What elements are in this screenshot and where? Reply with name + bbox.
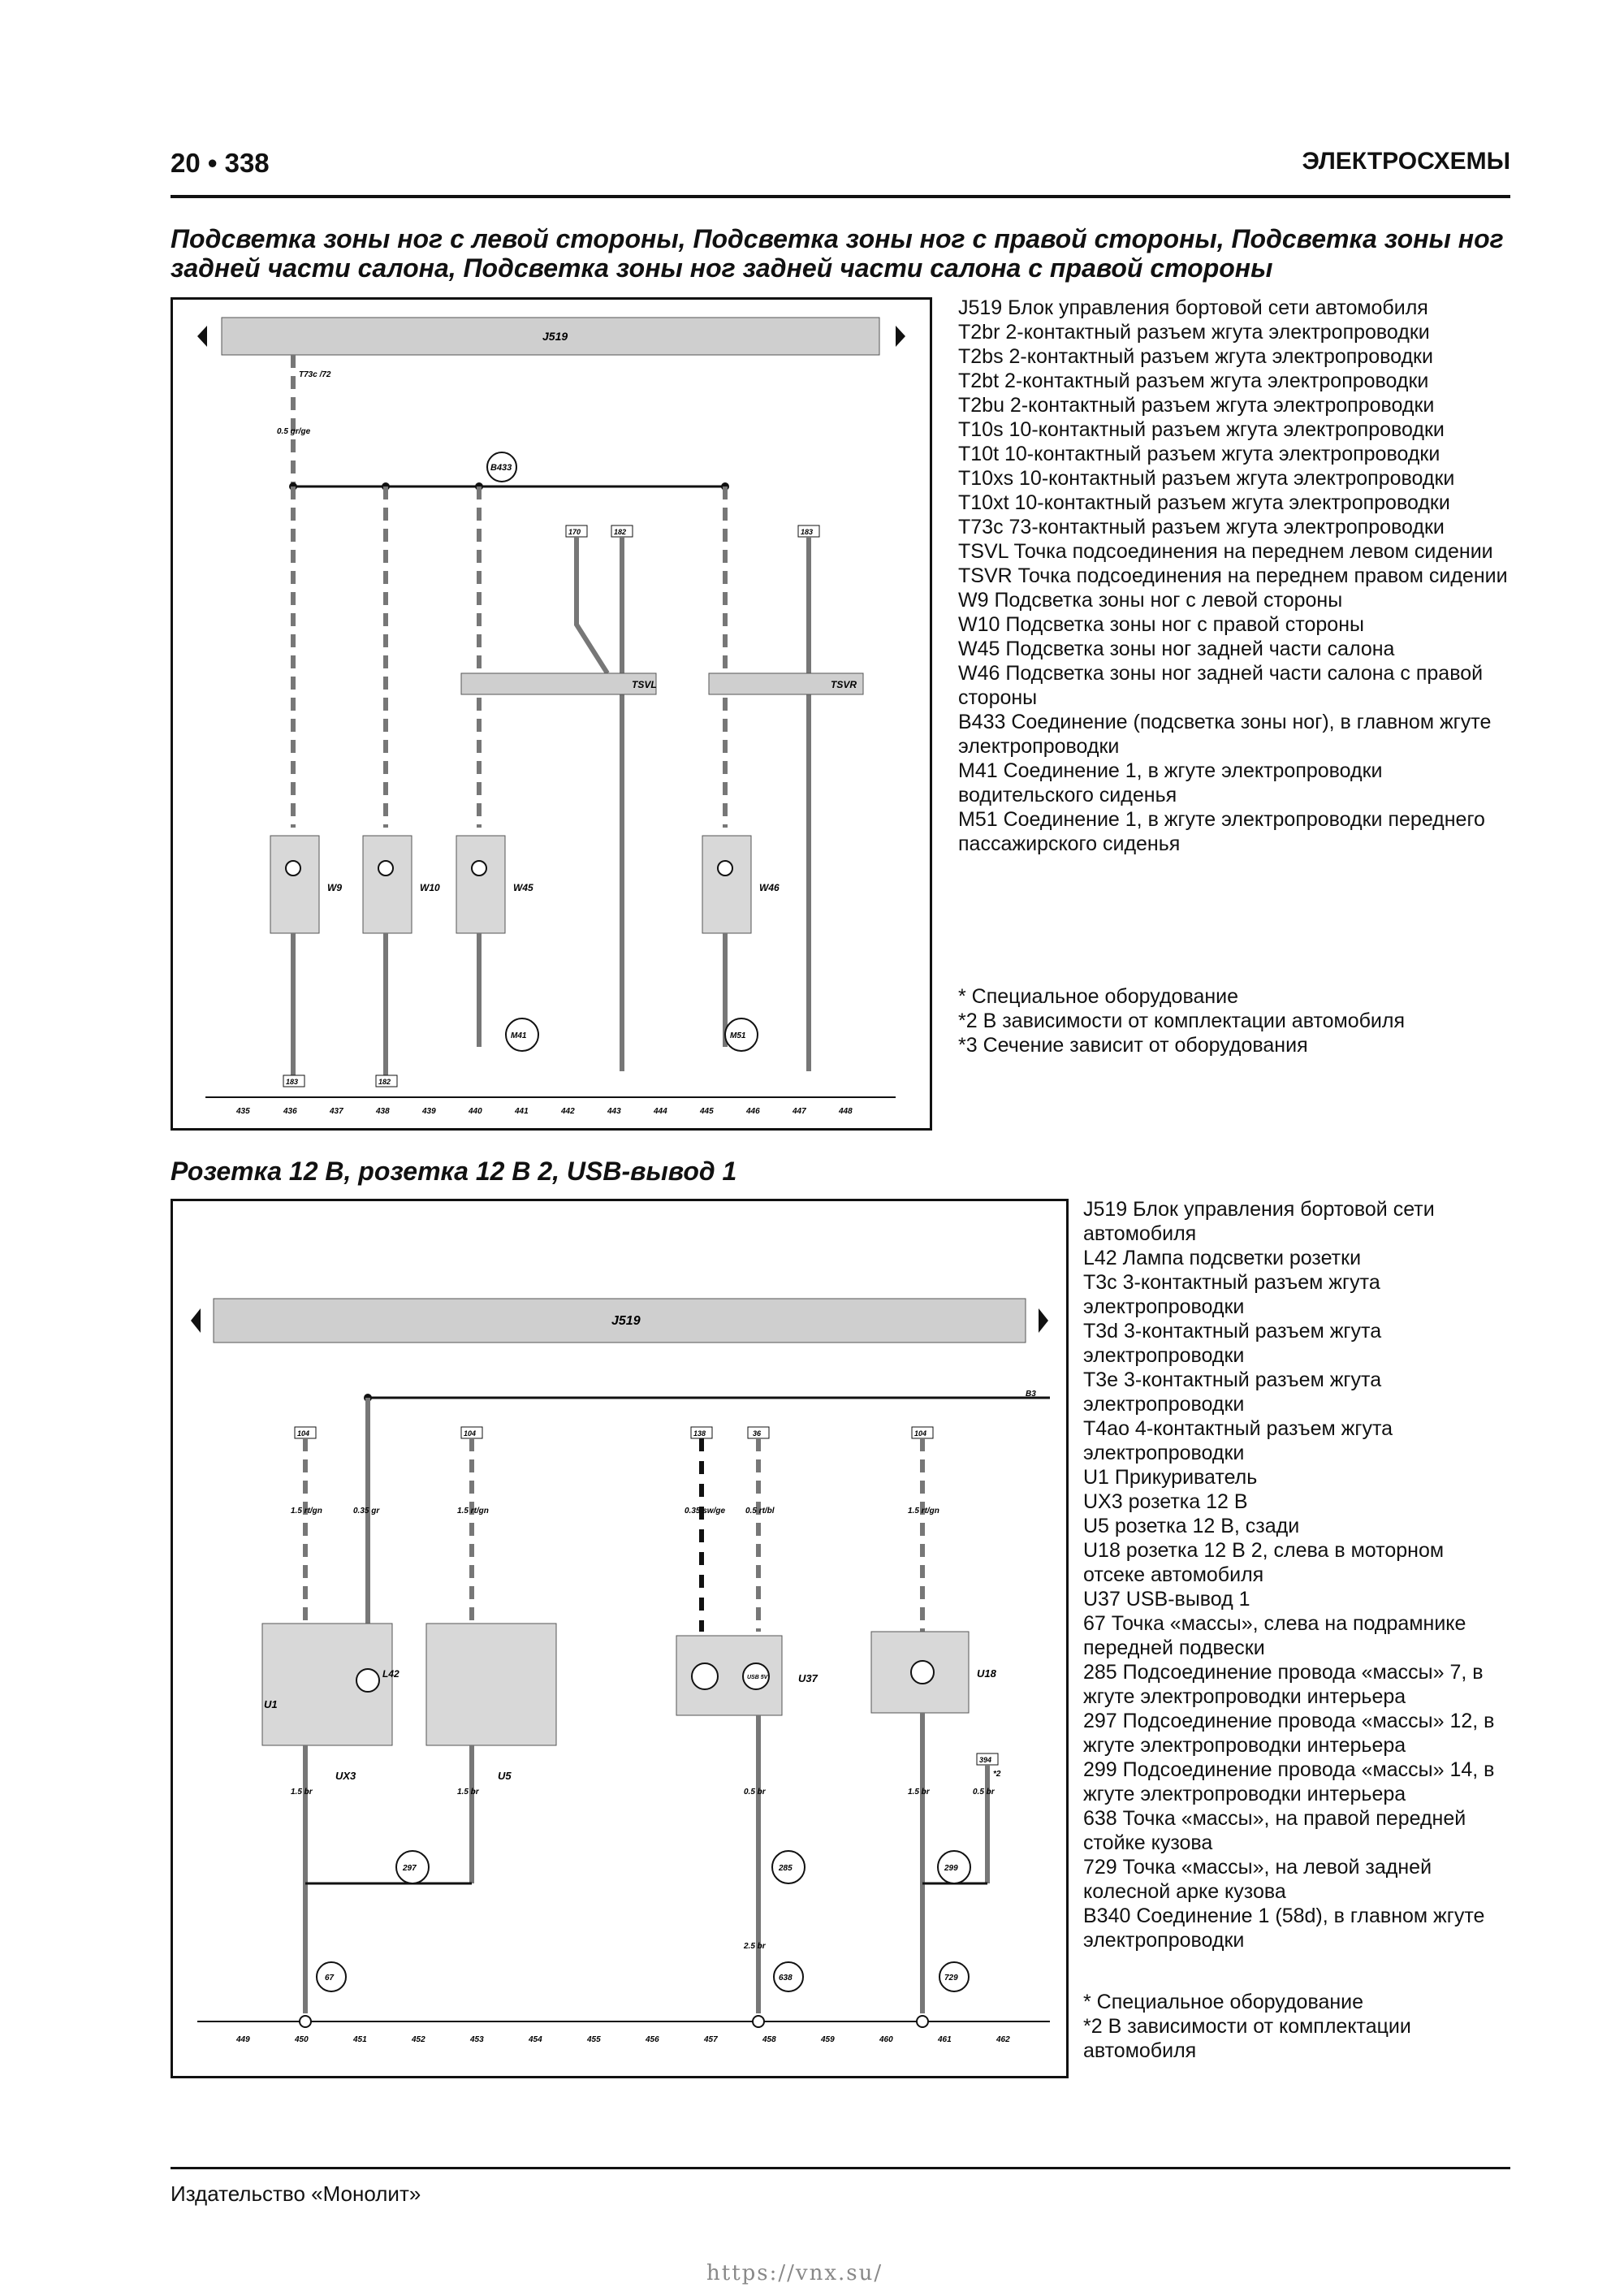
notes-footwell <box>958 984 1510 1057</box>
legend-item: TSVL Точка подсоединения на переднем левом сидении <box>958 540 1493 563</box>
lamp-w9 <box>270 836 319 933</box>
svg-text:U5: U5 <box>498 1770 512 1782</box>
legend-item: T73c 73-контактный разъем жгута электропроводки <box>958 516 1445 538</box>
legend-item: T2br 2-контактный разъем жгута электропроводки <box>958 321 1430 344</box>
svg-text:451: 451 <box>353 2035 367 2044</box>
legend-item: M51 Соединение 1, в жгуте электропроводки переднего пассажирского сиденья <box>958 808 1485 855</box>
legend-item: 299 Подсоединение провода «массы» 14, в жгуте электропроводки интерьера <box>1083 1758 1495 1805</box>
right-arrow-icon-2 <box>1039 1308 1048 1333</box>
svg-text:638: 638 <box>779 1974 793 1983</box>
svg-text:1.5 br: 1.5 br <box>908 1788 930 1797</box>
legend-item: T10t 10-контактный разъем жгута электропроводки <box>958 443 1440 465</box>
section2-title: Розетка 12 В, розетка 12 В 2, USB-вывод 1 <box>171 1157 737 1186</box>
svg-text:285: 285 <box>779 1864 793 1873</box>
svg-text:453: 453 <box>470 2035 484 2044</box>
svg-text:1.5 rt/gn: 1.5 rt/gn <box>457 1507 489 1516</box>
svg-text:452: 452 <box>412 2035 425 2044</box>
svg-text:182: 182 <box>614 528 627 536</box>
svg-text:*2: *2 <box>993 1770 1001 1779</box>
note-item: * Специальное оборудование <box>958 985 1239 1008</box>
note-item: * Специальное оборудование <box>1083 1991 1364 2013</box>
svg-text:170: 170 <box>568 528 581 536</box>
svg-text:299: 299 <box>944 1864 958 1873</box>
legend-item: U37 USB-вывод 1 <box>1083 1588 1250 1611</box>
svg-text:1.5 br: 1.5 br <box>291 1788 313 1797</box>
svg-text:442: 442 <box>561 1107 575 1116</box>
notes-sockets <box>1083 1990 1510 2063</box>
page-number: 20 • 338 <box>171 148 270 178</box>
legend-item: 67 Точка «массы», слева на подрамнике передней подвески <box>1083 1612 1466 1659</box>
svg-text:449: 449 <box>236 2035 250 2044</box>
wiring-diagram-footwell <box>171 297 932 1131</box>
legend-item: 729 Точка «массы», на левой задней колесной арке кузова <box>1083 1856 1432 1903</box>
svg-text:M41: M41 <box>511 1031 527 1040</box>
j519-label-2: J519 <box>611 1314 641 1328</box>
svg-text:1.5 rt/gn: 1.5 rt/gn <box>908 1507 939 1516</box>
wire-top-label: 0.5 gr/ge <box>277 427 311 436</box>
legend-item: L42 Лампа подсветки розетки <box>1083 1247 1362 1269</box>
legend-item: T3e 3-контактный разъем жгута электропроводки <box>1083 1369 1382 1416</box>
footer-rule <box>171 2167 1510 2169</box>
legend-item: T2bs 2-контактный разъем жгута электропроводки <box>958 345 1433 368</box>
svg-text:456: 456 <box>646 2035 659 2044</box>
legend-item: B340 Соединение 1 (58d), в главном жгуте электропроводки <box>1083 1905 1485 1952</box>
page-header <box>171 148 1510 198</box>
svg-text:448: 448 <box>839 1107 853 1116</box>
note-item: *2 В зависимости от комплектации автомобиля <box>1083 2015 1411 2062</box>
w10-label: W10 <box>420 882 440 893</box>
svg-text:444: 444 <box>654 1107 667 1116</box>
svg-text:435: 435 <box>236 1107 250 1116</box>
legend-item: T3d 3-контактный разъем жгута электропроводки <box>1083 1320 1382 1367</box>
svg-text:462: 462 <box>996 2035 1010 2044</box>
legend-item: W9 Подсветка зоны ног с левой стороны <box>958 589 1343 612</box>
lamp-w45 <box>456 836 505 933</box>
svg-text:0.5 rt/bl: 0.5 rt/bl <box>745 1507 775 1516</box>
svg-text:439: 439 <box>422 1107 436 1116</box>
svg-text:440: 440 <box>469 1107 482 1116</box>
legend-item: W46 Подсветка зоны ног задней части салона с правой стороны <box>958 662 1484 709</box>
legend-item: T3c 3-контактный разъем жгута электропроводки <box>1083 1271 1380 1318</box>
left-arrow-icon <box>197 326 207 347</box>
legend-item: W10 Подсветка зоны ног с правой стороны <box>958 613 1364 636</box>
svg-text:0.35 gr: 0.35 gr <box>353 1507 380 1516</box>
svg-text:B3: B3 <box>1026 1390 1036 1399</box>
legend-item: U18 розетка 12 В 2, слева в моторном отсеке автомобиля <box>1083 1539 1445 1586</box>
device-u5 <box>426 1624 556 1745</box>
svg-text:457: 457 <box>704 2035 718 2044</box>
legend-item: J519 Блок управления бортовой сети автомобиля <box>1083 1198 1435 1245</box>
svg-text:297: 297 <box>403 1864 417 1873</box>
svg-text:138: 138 <box>693 1429 706 1438</box>
legend-item: T10xt 10-контактный разъем жгута электропроводки <box>958 491 1450 514</box>
right-arrow-icon <box>896 326 905 347</box>
svg-text:460: 460 <box>879 2035 893 2044</box>
w46-label: W46 <box>759 882 780 893</box>
svg-text:441: 441 <box>515 1107 529 1116</box>
svg-text:104: 104 <box>914 1429 927 1438</box>
svg-text:445: 445 <box>700 1107 714 1116</box>
svg-text:438: 438 <box>376 1107 390 1116</box>
svg-text:U18: U18 <box>977 1667 996 1680</box>
svg-text:36: 36 <box>753 1429 762 1438</box>
w9-label: W9 <box>327 882 342 893</box>
legend-item: 297 Подсоединение провода «массы» 12, в жгуте электропроводки интерьера <box>1083 1710 1495 1757</box>
svg-text:0.35 sw/ge: 0.35 sw/ge <box>685 1507 726 1516</box>
note-item: *3 Сечение зависит от оборудования <box>958 1034 1308 1057</box>
svg-text:455: 455 <box>587 2035 601 2044</box>
svg-text:L42: L42 <box>382 1668 400 1680</box>
b433-label: B433 <box>490 463 512 473</box>
wiring-diagram-sockets <box>171 1199 1069 2078</box>
svg-text:0.5 br: 0.5 br <box>973 1788 995 1797</box>
svg-text:461: 461 <box>938 2035 952 2044</box>
note-item: *2 В зависимости от комплектации автомобиля <box>958 1010 1406 1032</box>
svg-text:U1: U1 <box>264 1698 278 1710</box>
svg-text:104: 104 <box>464 1429 477 1438</box>
lamp-w46 <box>702 836 751 933</box>
legend-item: M41 Соединение 1, в жгуте электропроводки водительского сиденья <box>958 759 1383 806</box>
svg-text:2.5 br: 2.5 br <box>744 1942 766 1951</box>
lamp-w10 <box>363 836 412 933</box>
footer-publisher: Издательство «Монолит» <box>171 2181 421 2206</box>
legend-item: B433 Соединение (подсветка зоны ног), в главном жгуте электропроводки <box>958 711 1492 758</box>
svg-text:0.5 br: 0.5 br <box>744 1788 766 1797</box>
left-arrow-icon-2 <box>191 1308 201 1333</box>
legend-item: 638 Точка «массы», на правой передней стойке кузова <box>1083 1807 1466 1854</box>
scale-sockets <box>235 2035 1010 2044</box>
svg-text:1.5 br: 1.5 br <box>457 1788 479 1797</box>
svg-text:USB 5V: USB 5V <box>747 1675 768 1680</box>
legend-item: J519 Блок управления бортовой сети автомобиля <box>958 296 1428 319</box>
svg-text:UX3: UX3 <box>335 1770 356 1782</box>
svg-text:182: 182 <box>378 1078 391 1086</box>
t73c-label: T73c /72 <box>299 370 331 379</box>
svg-text:450: 450 <box>295 2035 309 2044</box>
wiring-diagram-sockets-svg <box>173 1201 1066 2076</box>
svg-text:454: 454 <box>529 2035 542 2044</box>
j519-label: J519 <box>542 330 568 343</box>
svg-text:183: 183 <box>286 1078 299 1086</box>
legend-item: U1 Прикуриватель <box>1083 1466 1258 1489</box>
svg-text:447: 447 <box>793 1107 806 1116</box>
svg-text:104: 104 <box>297 1429 310 1438</box>
svg-text:729: 729 <box>944 1974 958 1983</box>
section1-title: Подсветка зоны ног с левой стороны, Подсветка зоны ног с правой стороны, Подсветка зоны ног задней части салона, Подсветка зоны ног задней части салона с правой стороны <box>171 224 1504 283</box>
legend-item: T2bt 2-контактный разъем жгута электропроводки <box>958 370 1429 392</box>
svg-text:459: 459 <box>821 2035 835 2044</box>
legend-item: UX3 розетка 12 В <box>1083 1490 1248 1513</box>
svg-text:67: 67 <box>325 1974 335 1983</box>
legend-item: T2bu 2-контактный разъем жгута электропроводки <box>958 394 1435 417</box>
legend-footwell <box>958 296 1510 856</box>
wiring-diagram-footwell-svg <box>173 300 930 1128</box>
scale-footwell <box>235 1107 853 1116</box>
ground-points <box>317 1851 970 1991</box>
watermark-url: https://vnx.su/ <box>706 2261 883 2285</box>
svg-text:U37: U37 <box>798 1672 818 1684</box>
svg-text:437: 437 <box>330 1107 343 1116</box>
legend-item: TSVR Точка подсоединения на переднем правом сидении <box>958 564 1508 587</box>
tsvr-label: TSVR <box>831 679 857 690</box>
tsvl-label: TSVL <box>632 679 657 690</box>
legend-sockets <box>1083 1197 1510 1952</box>
legend-item: T4ao 4-контактный разъем жгута электропроводки <box>1083 1417 1393 1464</box>
terminals-top <box>295 1427 998 1765</box>
svg-text:446: 446 <box>746 1107 760 1116</box>
svg-text:443: 443 <box>607 1107 621 1116</box>
svg-text:1.5 rt/gn: 1.5 rt/gn <box>291 1507 322 1516</box>
legend-item: W45 Подсветка зоны ног задней части салона <box>958 638 1395 660</box>
svg-text:458: 458 <box>762 2035 776 2044</box>
svg-text:394: 394 <box>979 1756 992 1764</box>
legend-item: 285 Подсоединение провода «массы» 7, в жгуте электропроводки интерьера <box>1083 1661 1484 1708</box>
legend-item: T10s 10-контактный разъем жгута электропроводки <box>958 418 1445 441</box>
svg-text:M51: M51 <box>730 1031 746 1040</box>
svg-text:183: 183 <box>801 528 814 536</box>
svg-text:436: 436 <box>283 1107 297 1116</box>
w45-label: W45 <box>513 882 533 893</box>
legend-item: U5 розетка 12 В, сзади <box>1083 1515 1300 1537</box>
legend-item: T10xs 10-контактный разъем жгута электропроводки <box>958 467 1455 490</box>
section-name: ЭЛЕКТРОСХЕМЫ <box>1302 148 1510 175</box>
